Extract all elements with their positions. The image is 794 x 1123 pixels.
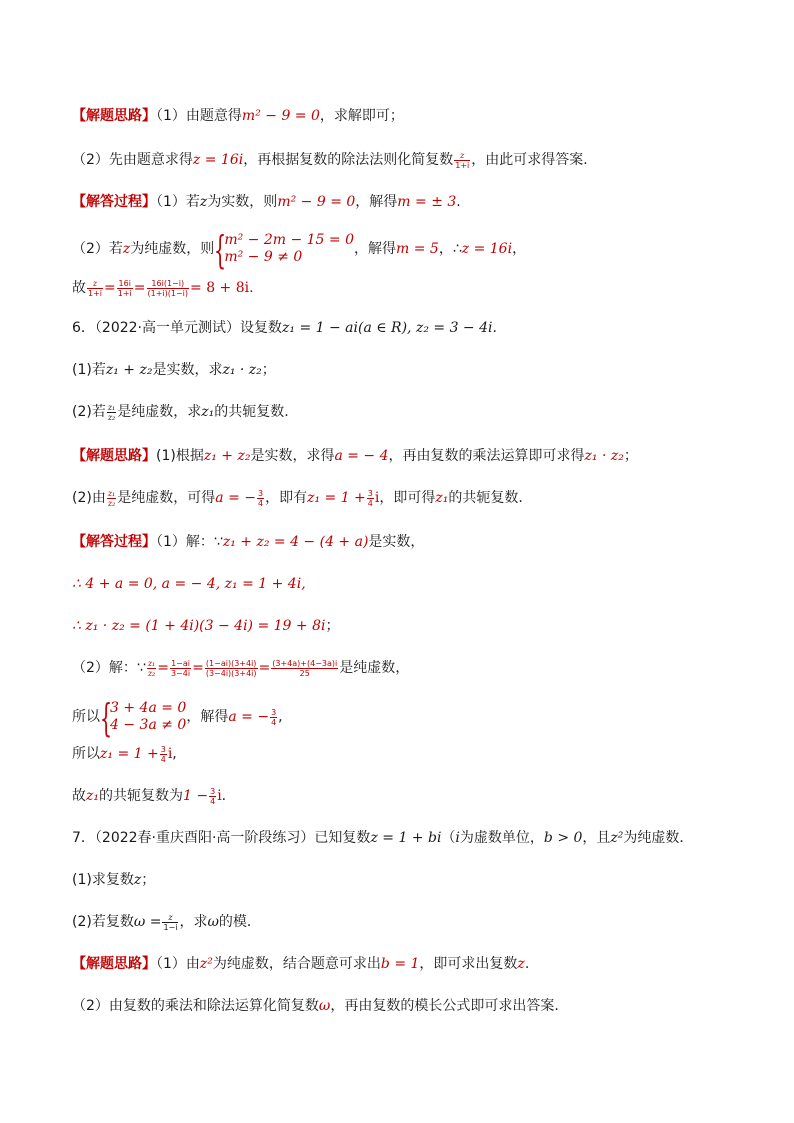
math: a = − — [228, 709, 270, 725]
text: （ — [441, 830, 456, 846]
text: 的共轭复数. — [448, 490, 523, 506]
analysis-line-2 — [72, 150, 588, 170]
math: z₁ · z₂ — [584, 448, 624, 464]
answer-line-2 — [72, 228, 527, 272]
text: (2)由 — [72, 490, 106, 506]
text: , — [172, 746, 177, 762]
analysis-7-line-1 — [72, 954, 529, 974]
fraction: $\frac{3}{4}$ — [160, 744, 166, 764]
text: 故 — [72, 280, 86, 296]
text: 的共轭复数. — [214, 404, 289, 420]
fraction: $\frac{(3+4a)+(4-3a)i}{25}$ — [272, 658, 338, 678]
question-6-part-1 — [72, 360, 276, 380]
text: ； — [261, 362, 276, 378]
equation-system: { 3 + 4a = 0 4 − 3a ≠ 0 — [100, 696, 187, 740]
text: (1)求复数 — [72, 872, 134, 888]
math: z — [122, 241, 131, 257]
text: 所以 — [72, 746, 100, 762]
text: 是实数，求 — [152, 362, 223, 378]
text: （2）若 — [72, 241, 123, 257]
math: z² — [199, 956, 213, 972]
text: ，再由复数的模长公式即可求出答案. — [330, 998, 559, 1014]
answer-6-line-3 — [72, 616, 339, 636]
text: (1)若 — [72, 362, 106, 378]
fraction: $\frac{(1-ai)(3+4i)}{(3-4i)(3+4i)}$ — [205, 658, 257, 678]
answer-line-1 — [72, 192, 461, 212]
text: 所以 — [72, 709, 100, 725]
question-7-part-2 — [72, 912, 261, 932]
text: （1）若 — [156, 194, 200, 210]
text: （1）由 — [156, 956, 200, 972]
math: z₁ · z₂ — [222, 362, 262, 378]
text: (1)根据 — [156, 448, 204, 464]
text: 的共轭复数为 — [99, 788, 183, 804]
text: 的模． — [218, 914, 261, 930]
text: ； — [623, 448, 638, 464]
math: z₁ — [86, 788, 99, 804]
answer-6-line-5 — [72, 696, 283, 740]
math: = 8 + 8i. — [190, 280, 254, 296]
text: ，∴ — [438, 241, 462, 257]
question-6 — [72, 318, 497, 338]
math: = — [192, 660, 204, 676]
text: （2）由复数的乘法和除法运算化简复数 — [72, 998, 319, 1014]
text: . — [221, 788, 227, 804]
fraction: $\frac{\text{z₁}}{\text{z₂}}$ — [147, 658, 156, 678]
math: b > 0 — [543, 830, 583, 846]
math: z₁ = 1 + — [100, 746, 159, 762]
fraction: $\frac{3}{4}$ — [210, 786, 216, 806]
text: ，再根据复数的除法法则化简复数 — [243, 152, 454, 168]
solution-idea-tag: 【解题思路】 — [72, 448, 156, 464]
math: = — [157, 660, 169, 676]
text: . — [524, 956, 530, 972]
math: z₁ — [201, 404, 215, 420]
text: . — [456, 194, 461, 210]
text: 为虚数单位， — [459, 830, 544, 846]
answer-6-line-2 — [72, 574, 306, 594]
math: a = − — [215, 490, 256, 506]
math: z₁ — [435, 490, 449, 506]
text: （1）解：∵ — [156, 534, 223, 550]
equation-system: { m² − 2m − 15 = 0 m² − 9 ≠ 0 — [214, 228, 354, 272]
text: 6．（2022·高一单元测试）设复数 — [72, 320, 282, 336]
text: ， — [512, 241, 527, 257]
text: ； — [325, 618, 340, 634]
math: z — [133, 872, 142, 888]
math: b = 1 — [380, 956, 420, 972]
math: ∴ 4 + a = 0, a = − 4, z₁ = 1 + 4i, — [72, 576, 306, 592]
text: 是实数， — [368, 534, 425, 550]
math: z = 16i — [192, 152, 244, 168]
fraction: $\frac{1-ai}{3-4i}$ — [170, 658, 191, 678]
math: z — [517, 956, 525, 972]
text: (2)若 — [72, 404, 106, 420]
math: ∴ z₁ · z₂ = (1 + 4i)(3 − 4i) = 19 + 8i — [72, 618, 326, 634]
math: i — [167, 746, 173, 762]
answer-6-line-1 — [72, 532, 424, 552]
fraction: $\frac{3}{4}$ — [271, 707, 277, 727]
math: ω — [318, 998, 331, 1014]
math: z₁ + z₂ — [105, 362, 153, 378]
math: ω = — [133, 914, 162, 930]
text: 故 — [72, 788, 86, 804]
math: a = − 4 — [334, 448, 389, 464]
text: 是实数，求得 — [250, 448, 335, 464]
analysis-7-line-2 — [72, 996, 559, 1016]
text: , — [278, 709, 283, 725]
text: （2）解：∵ — [72, 660, 146, 676]
solution-process-tag: 【解答过程】 — [72, 194, 156, 210]
fraction: $\frac{z}{1+i}$ — [455, 150, 470, 170]
text: (2)若复数 — [72, 914, 134, 930]
text: ，解得 — [186, 709, 229, 725]
solution-idea-tag: 【解题思路】 — [72, 108, 156, 124]
text: 是纯虚数，可得 — [117, 490, 216, 506]
text: 为实数，则 — [207, 194, 278, 210]
answer-6-line-7 — [72, 786, 226, 806]
fraction: $\frac{z}{1+i}$ — [88, 278, 103, 298]
math: z² — [610, 830, 624, 846]
solution-process-tag: 【解答过程】 — [72, 534, 156, 550]
analysis-line-1 — [72, 106, 404, 126]
analysis-6-line-1 — [72, 446, 638, 466]
math: m² − 9 = 0 — [241, 108, 320, 124]
text: ，解得 — [355, 194, 398, 210]
math: m = ± 3 — [397, 194, 457, 210]
math: ω — [207, 914, 219, 930]
math: z₁ + z₂ = 4 − (4 + a) — [222, 534, 369, 550]
math: z = 16i — [461, 241, 513, 257]
text: ，解得 — [354, 241, 396, 257]
math: i — [455, 830, 460, 846]
fraction: $\frac{3}{4}$ — [257, 488, 264, 508]
question-7-part-1 — [72, 870, 155, 890]
fraction: $\frac{3}{4}$ — [367, 488, 373, 508]
math: z₁ = 1 − ai(a ∈ R), z₂ = 3 − 4i. — [282, 320, 497, 336]
text: ，即可得 — [379, 490, 436, 506]
text: ，求 — [179, 914, 208, 930]
math: = — [104, 280, 116, 296]
fraction: $\frac{z}{1-i}$ — [163, 912, 178, 932]
analysis-6-line-2 — [72, 488, 523, 508]
fraction: $\frac{\text{z₁}}{\text{z₂}}$ — [107, 488, 116, 508]
question-6-part-2 — [72, 402, 289, 422]
math: z — [199, 194, 208, 210]
text: ，求解即可； — [319, 108, 404, 124]
fraction: $\frac{16i}{1+i}$ — [117, 278, 132, 298]
text: 为纯虚数． — [623, 830, 694, 846]
text: 是纯虚数， — [339, 660, 410, 676]
text: ，且 — [582, 830, 611, 846]
math: m² − 9 = 0 — [277, 194, 356, 210]
fraction: $\frac{16i(1-i)}{(1+i)(1-i)}$ — [147, 278, 189, 298]
answer-line-3 — [72, 278, 254, 298]
math: z = 1 + bi — [370, 830, 442, 846]
text: ，即可求出复数 — [419, 956, 518, 972]
text: ，再由复数的乘法运算即可求得 — [388, 448, 585, 464]
text: （2）先由题意求得 — [72, 152, 193, 168]
fraction: $\frac{\text{z₁}}{\text{z₂}}$ — [107, 402, 116, 422]
math: i — [217, 788, 222, 804]
math: z₁ + z₂ — [203, 448, 251, 464]
answer-6-line-6 — [72, 744, 177, 764]
text: 为纯虚数，结合题意可求出 — [212, 956, 381, 972]
question-7 — [72, 828, 693, 848]
text: 为纯虚数，则 — [130, 241, 215, 257]
math: 1 − — [183, 788, 209, 804]
solution-idea-tag: 【解题思路】 — [72, 956, 156, 972]
math: = — [133, 280, 146, 296]
math: = — [258, 660, 271, 676]
text: （1）由题意得 — [156, 108, 242, 124]
math: z₁ = 1 + — [307, 490, 366, 506]
math: i — [374, 490, 380, 506]
math: m = 5 — [396, 241, 439, 257]
text: ，由此可求得答案. — [471, 152, 588, 168]
text: ； — [141, 872, 156, 888]
text: 是纯虚数，求 — [117, 404, 202, 420]
text: ，即有 — [265, 490, 308, 506]
answer-6-line-4 — [72, 658, 409, 678]
text: 7．（2022春·重庆酉阳·高一阶段练习）已知复数 — [72, 830, 371, 846]
